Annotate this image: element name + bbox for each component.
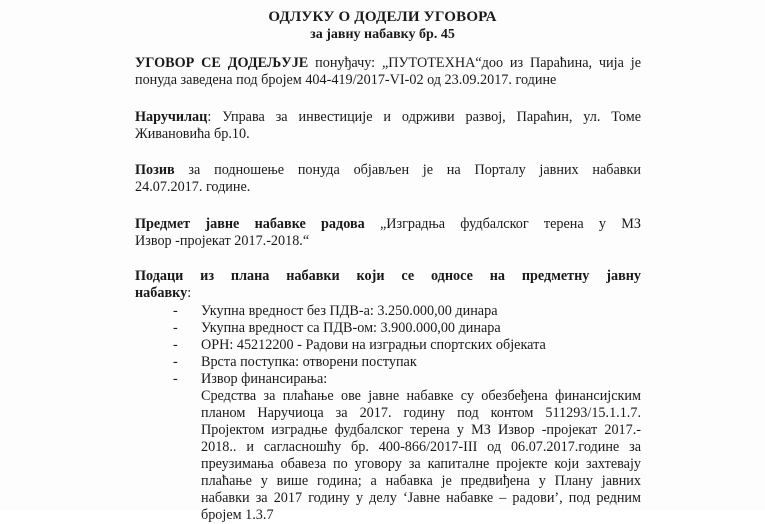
client-paragraph	[135, 109, 641, 143]
plan-line-2-colon: :	[187, 285, 192, 301]
invitation-line-2: 24.07.2017. године.	[135, 179, 251, 195]
plan-data-list	[135, 303, 655, 388]
funding-line: преузимања обавеза по уговору за капиталне пројекте који захтевају	[201, 456, 641, 472]
client-line-2: Живановића бр.10.	[135, 126, 250, 142]
list-item-text: ОРН: 45212200 - Радови на изградњи спортских објеката	[201, 337, 546, 353]
invitation-label: Позив	[135, 162, 175, 178]
list-dash: -	[173, 371, 178, 387]
plan-line-2	[135, 285, 641, 302]
list-item-text: Извор финансирања:	[201, 371, 328, 387]
award-line-2: понуда заведена под бројем 404-419/2017-VI-02 од 23.09.2017. године	[135, 72, 557, 88]
funding-line: плаћање у више година; а набавка је предвиђена у Плану јавних	[201, 473, 641, 489]
funding-line: планом Наручиоца за 2017. годину под контом 511293/15.1.1.7.	[201, 405, 641, 421]
funding-line: Средства за плаћање ове јавне набавке су обезбеђена финансијским	[201, 388, 641, 404]
award-label: УГОВОР СЕ ДОДЕЉУЈЕ	[135, 55, 309, 71]
subject-line-1	[135, 216, 641, 233]
list-dash: -	[173, 320, 178, 336]
plan-line-1	[135, 268, 641, 285]
funding-line: бројем 1.3.7	[201, 507, 274, 523]
list-item	[135, 320, 655, 337]
subject-line-2: Извор -пројекат 2017.-2018.“	[135, 233, 310, 249]
list-dash: -	[173, 337, 178, 353]
document-title: ОДЛУКУ О ДОДЕЛИ УГОВОРА	[268, 9, 497, 25]
document-subtitle: за јавну набавку бр. 45	[310, 27, 455, 42]
funding-paragraph	[201, 388, 641, 524]
list-item	[135, 303, 655, 320]
list-dash: -	[173, 354, 178, 370]
subject-paragraph	[135, 216, 641, 250]
list-item	[135, 354, 655, 371]
list-item-text: Укупна вредност без ПДВ-а: 3.250.000,00 динара	[201, 303, 498, 319]
invitation-paragraph	[135, 162, 641, 196]
funding-line: 2018.. и сагласношћу бр. 400-866/2017-III од 06.07.2017.године за	[201, 439, 641, 455]
list-item	[135, 371, 655, 388]
client-line-1-text: : Управа за инвестиције и одрживи развој, Параћин, ул. Томе	[207, 109, 641, 125]
list-item-text: Врста поступка: отворени поступак	[201, 354, 417, 370]
invitation-line-1-text: за подношење понуда објављен је на Порталу јавних набавки	[174, 162, 641, 178]
plan-heading	[135, 268, 641, 302]
client-label: Наручилац	[135, 109, 208, 125]
list-item-text: Укупна вредност са ПДВ-ом: 3.900.000,00 динара	[201, 320, 501, 336]
subject-label: Предмет јавне набавке радова	[135, 216, 365, 232]
award-line-1-text: понуђачу: „ПУТОТЕХНА“доо из Параћина, чија је	[308, 55, 641, 71]
funding-line: набавки за 2017 годину у делу ‘Јавне набавке – радови’, под редним	[201, 490, 641, 506]
plan-line-1-text: Подаци из плана набавки који се односе на предметну јавну	[135, 268, 641, 284]
client-line-1	[135, 109, 641, 126]
invitation-line-1	[135, 162, 641, 179]
funding-line: Пројектом изградње фудбалског терена у МЗ Извор -пројекат 2017.-	[201, 422, 641, 438]
list-dash: -	[173, 303, 178, 319]
subject-line-1-text: „Изградња фудбалског терена у МЗ	[364, 216, 641, 232]
plan-line-2-label: набавку	[135, 285, 188, 301]
list-item	[135, 337, 655, 354]
award-paragraph	[135, 55, 641, 89]
award-line-1	[135, 55, 641, 72]
